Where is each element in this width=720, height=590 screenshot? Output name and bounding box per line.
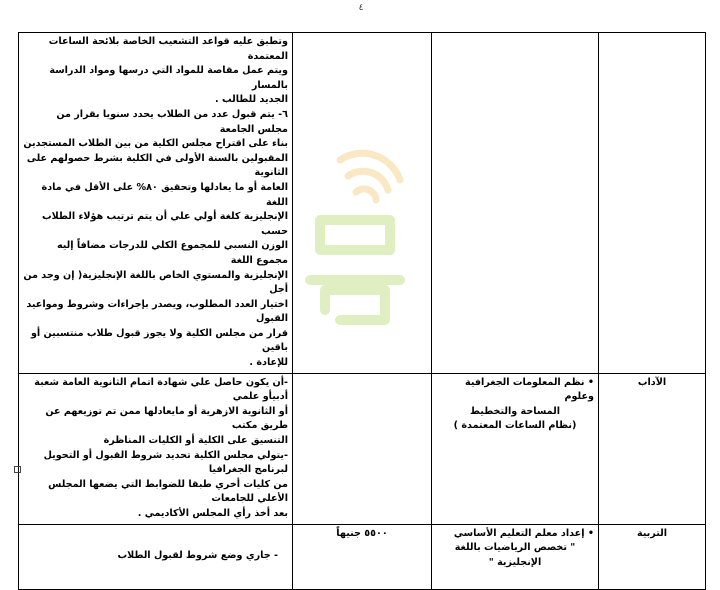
page-number: ٤ [358,3,364,13]
terms-line: المقبولين بالسنة الأولى في الكلية بشرط حصولهم على الثانوية [26,152,288,179]
terms-line: -أن يكون حاصل علي شهادة اتمام الثانوية العامة شعبة أدبيأو علمي [34,376,288,403]
terms-line: الإنجليزية كلغة أولي علي أن يتم ترتيب هؤلاء الطلاب حسب [42,211,288,237]
program-line: المساحة والتخطيط [470,405,560,417]
faculty-cell: التربية [599,524,706,589]
terms-line: أو الثانوية الازهرية أو مايعادلها ممن تم توزيعهم عن طريق مكتب [45,405,288,432]
terms-line: -يتولي مجلس الكلية تحديد شروط القبول أو التحويل لبرنامج الجغرافيا [43,449,288,476]
terms-line: للإعادة . [249,357,288,369]
terms-line: بعد أخذ رأي المجلس الأكاديمي . [137,508,288,519]
fees-cell [293,33,432,374]
terms-line: من كليات أخري طبقا للضوابط التي يضعها المجلس الأعلي للجامعات [48,478,288,505]
terms-cell [19,373,293,524]
program-line: • إعداد معلم التعليم الأساسي [453,527,594,539]
table-row [19,373,706,524]
fees-cell [293,373,432,524]
program-line: (نظام الساعات المعتمدة ) [453,420,577,432]
program-cell [432,524,599,589]
terms-line: ويتم عمل مقاصة للمواد التي درسها ومواد الدراسة بالمسار [49,65,288,91]
terms-line: الجديد للطالب . [214,94,288,106]
table-row [19,524,706,589]
terms-line: - جاري وضع شروط لقبول الطلاب [117,550,278,562]
terms-line: قرار من مجلس الكلية ولا يجوز قبول طلاب منتسبين أو باقين [30,327,288,354]
terms-line: الإنجليزية والمستوي الخاص باللغة الإنجليزية( إن وجد من أجل [23,269,288,296]
terms-line: العامة أو ما يعادلها وتحقيق ٨٠% على الأقل في مادة اللغة [41,181,288,208]
terms-cell [19,33,293,374]
terms-line: اختيار العدد المطلوب، ويصدر بإجراءات وشروط ومواعيد القبول [26,298,288,325]
program-line: الإنجليزية " [488,556,542,568]
terms-cell [19,524,293,589]
terms-line: بناء على اقتراح مجلس الكلية من بين الطلاب المستجدين [23,138,288,150]
terms-line: الوزن النسبي للمجموع الكلي للدرجات مضافاً إليه مجموع اللغة [56,240,288,266]
fees-cell: ٥٥٠٠ جنيهاً [293,524,432,589]
terms-line: التنسيق على الكلية أو الكليات المناظرة [103,435,288,447]
corner-mark [14,466,21,473]
table-row [19,33,706,374]
program-line: " تخصص الرياضيات باللغة [454,542,576,554]
admission-table [18,32,706,590]
terms-line: وتطبق عليه قواعد التشعيب الخاصة بلائحة الساعات المعتمدة [48,36,288,62]
faculty-cell [599,33,706,374]
faculty-cell: الآداب [599,373,706,524]
program-line: • نظم المعلومات الجغرافية وعلوم [465,376,594,403]
terms-line: ٦- يتم قبول عدد من الطلاب يحدد سنويا بقرار من مجلس الجامعة [56,108,288,135]
program-cell [432,33,599,374]
program-cell [432,373,599,524]
